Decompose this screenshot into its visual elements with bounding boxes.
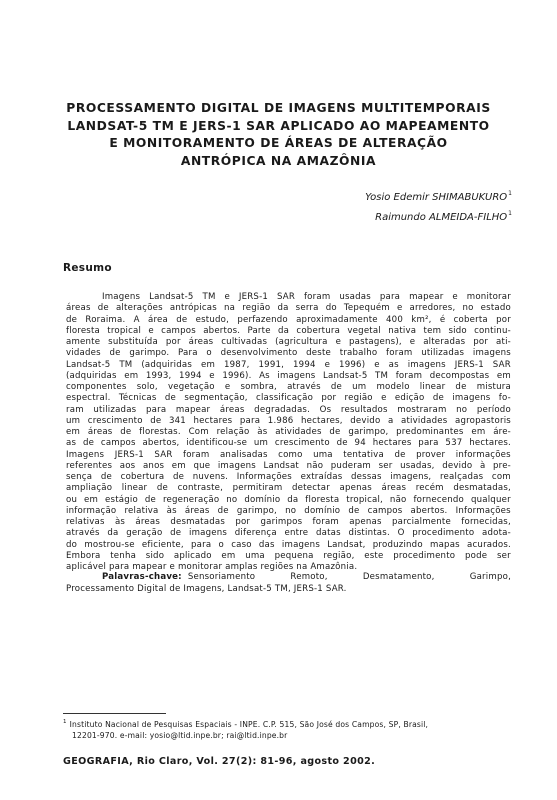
- abstract-heading: Resumo: [63, 262, 112, 274]
- abstract-line: Imagens Landsat-5 TM e JERS-1 SAR foram usadas para mapear e monitorar: [102, 292, 511, 302]
- author-name: Raimundo ALMEIDA-FILHO: [375, 212, 508, 223]
- keywords-line: [66, 572, 511, 584]
- abstract-line: componentes solo, vegetação e sombra, através de um modelo linear de mistura: [66, 382, 511, 392]
- abstract-line: espectral. Técnicas de segmentação, classificação por região e edição de imagens fo-: [66, 393, 511, 404]
- title-line: PROCESSAMENTO DIGITAL DE IMAGENS MULTITEMPORAIS: [66, 101, 491, 115]
- abstract-body: [66, 292, 511, 573]
- abstract-line: áreas de alterações antrópicas na região da serra do Tepequém e arredores, no estado: [66, 303, 511, 314]
- abstract-line: Landsat-5 TM (adquiridas em 1987, 1991, 1994 e 1996) e as imagens JERS-1 SAR: [66, 359, 511, 370]
- abstract-line: ampliação linear de contraste, permitiram detectar apenas áreas recém desmatadas,: [66, 483, 511, 494]
- article-title: [60, 100, 497, 170]
- abstract-line: floresta tropical e campos abertos. Parte da cobertura vegetal nativa tem sido continu-: [66, 325, 511, 336]
- abstract-line: ou em estágio de regeneração no domínio da floresta tropical, não fornecendo qualquer: [66, 494, 511, 505]
- abstract-line: as de campos abertos, identificou-se um crescimento de 94 hectares para 537 hectares.: [66, 438, 511, 449]
- abstract-line: relativas às áreas desmatadas por garimpos foram apenas parcialmente fornecidas,: [66, 517, 511, 527]
- abstract-line: Imagens JERS-1 SAR foram analisadas como uma tentativa de prover informações: [66, 449, 511, 460]
- author-shimabukuro: [365, 186, 512, 206]
- footnote-affiliation: Instituto Nacional de Pesquisas Espaciais - INPE. C.P. 515, São José dos Campos, SP, Brasil,: [69, 720, 429, 729]
- abstract-line: ram utilizadas para mapear áreas degradadas. Os resultados mostraram no período: [66, 404, 511, 415]
- abstract-line: do mostrou-se eficiente, para o caso das imagens Landsat, produzindo mapas acurados.: [66, 539, 511, 550]
- abstract-line: através da geração de imagens diferença entre datas distintas. O procedimento adota-: [66, 528, 511, 539]
- footnote-line: [63, 717, 513, 730]
- abstract-line: referentes aos anos em que imagens Landsat não puderam ser usadas, devido à pre-: [66, 460, 511, 471]
- abstract-line: um crescimento de 341 hectares para 1.986 hectares, devido a atividades agropastoris: [66, 415, 511, 426]
- abstract-line: vidades de garimpo. Para o desenvolvimento deste trabalho foram utilizadas imagens: [66, 348, 511, 359]
- abstract-line: aplicável para mapear e monitorar amplas regiões na Amazônia.: [66, 562, 358, 572]
- abstract-line: (adquiridas em 1993, 1994 e 1996). As imagens Landsat-5 TM foram decompostas em: [66, 370, 511, 381]
- keywords-text: Sensoriamento Remoto, Desmatamento, Garimpo,: [187, 572, 511, 582]
- journal-citation: GEOGRAFIA, Rio Claro, Vol. 27(2): 81-96, agosto 2002.: [63, 756, 376, 767]
- footnote-contact: 12201-970. e-mail: yosio@ltid.inpe.br; rai@ltid.inpe.br: [72, 731, 288, 740]
- footnote-mark: 1: [63, 719, 67, 725]
- keywords-label: Palavras-chave:: [102, 572, 182, 582]
- abstract-line: sença de cobertura de nuvens. Informações extraídas dessas imagens, realçadas com: [66, 472, 511, 482]
- affiliation-mark: 1: [508, 190, 512, 197]
- title-line: LANDSAT-5 TM E JERS-1 SAR APLICADO AO MAPEAMENTO: [67, 118, 490, 133]
- abstract-line: amente substituída por áreas cultivadas (agricultura e pastagens), e alteradas por ati-: [66, 337, 511, 347]
- abstract-line: informação relativa às áreas de garimpo, no domínio de campos abertos. Informações: [66, 505, 511, 516]
- author-name: Yosio Edemir SHIMABUKURO: [365, 192, 508, 203]
- footnote-divider: [63, 713, 166, 714]
- abstract-line: de Roraima. A área de estudo, perfazendo aproximadamente 400 km², é coberta por: [66, 314, 511, 325]
- affiliation-mark: 1: [508, 210, 512, 217]
- footnote: [63, 717, 513, 741]
- keywords-block: [66, 572, 511, 595]
- author-list: [365, 186, 512, 226]
- keywords-line-continued: Processamento Digital de Imagens, Landsat-5 TM, JERS-1 SAR.: [66, 583, 347, 594]
- abstract-line: em áreas de florestas. Com relação às atividades de garimpo, predominantes em áre-: [66, 427, 511, 437]
- title-line: ANTRÓPICA NA AMAZÔNIA: [180, 153, 377, 168]
- title-line: E MONITORAMENTO DE ÁREAS DE ALTERAÇÃO: [109, 136, 448, 150]
- abstract-line: Embora tenha sido aplicado em uma pequena região, este procedimento pode ser: [66, 550, 511, 561]
- author-almeida-filho: [365, 206, 512, 226]
